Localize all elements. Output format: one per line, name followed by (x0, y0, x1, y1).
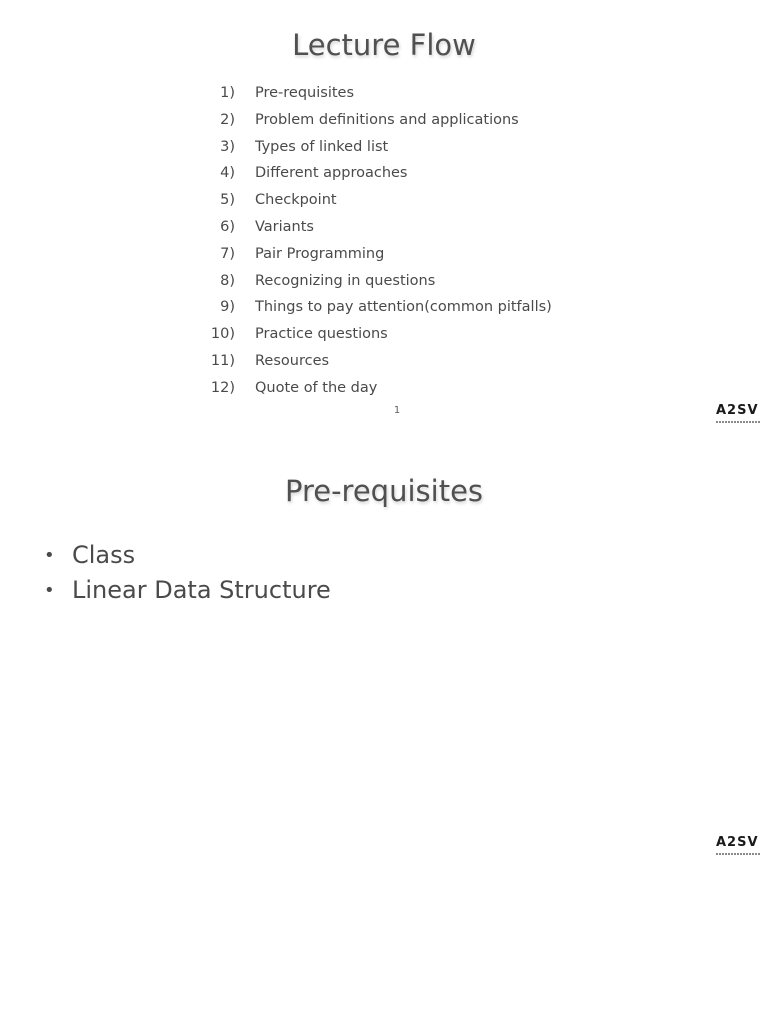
agenda-item-text: Quote of the day (255, 379, 378, 396)
agenda-item (200, 214, 552, 241)
bullet-item (40, 573, 331, 608)
agenda-list (200, 80, 552, 402)
agenda-item-number: 8) (220, 272, 235, 289)
bullet-icon: • (44, 545, 55, 566)
agenda-item (200, 160, 552, 187)
agenda-item-text: Checkpoint (255, 192, 337, 209)
agenda-item-number: 6) (220, 218, 235, 235)
agenda-item (200, 375, 552, 402)
agenda-item-text: Problem definitions and applications (255, 111, 519, 128)
a2sv-logo (716, 836, 762, 858)
agenda-item-number: 1) (220, 85, 235, 101)
agenda-item (200, 187, 552, 214)
agenda-item-text: Different approaches (255, 165, 408, 182)
logo-wordmark: A2SV (716, 835, 759, 850)
agenda-item-text: Pre-requisites (255, 85, 355, 101)
agenda-item-text: Variants (255, 218, 314, 235)
agenda-item-number: 9) (220, 299, 235, 316)
bullet-item (40, 538, 331, 573)
agenda-item-text: Types of linked list (255, 138, 389, 155)
agenda-item-number: 5) (220, 192, 235, 209)
agenda-item-number: 4) (220, 165, 235, 182)
bullet-list (40, 538, 331, 608)
agenda-item-text: Pair Programming (255, 245, 385, 262)
agenda-item-number: 2) (220, 111, 235, 128)
agenda-item (200, 107, 552, 134)
agenda-item (200, 134, 552, 161)
agenda-item (200, 348, 552, 375)
agenda-item (200, 321, 552, 348)
agenda-item-text: Practice questions (255, 326, 388, 343)
agenda-item (200, 241, 552, 268)
agenda-item (200, 80, 552, 107)
agenda-item-number: 11) (210, 352, 235, 369)
slide-prerequisites (0, 446, 768, 866)
agenda-item (200, 294, 552, 321)
slide-lecture-flow (0, 0, 768, 430)
agenda-item-text: Things to pay attention(common pitfalls) (255, 299, 552, 316)
logo-tagline-graphic (716, 853, 760, 855)
slide-title: Lecture Flow (292, 28, 476, 62)
page-number: 1 (393, 405, 401, 416)
bullet-text: Linear Data Structure (72, 576, 331, 604)
bullet-text: Class (72, 541, 136, 569)
logo-wordmark: A2SV (716, 403, 759, 418)
agenda-item-number: 3) (220, 138, 235, 155)
agenda-item-number: 12) (210, 379, 235, 396)
a2sv-logo (716, 404, 762, 426)
logo-tagline-graphic (716, 421, 760, 423)
agenda-item-number: 7) (220, 245, 235, 262)
bullet-icon: • (44, 580, 55, 601)
agenda-item-text: Recognizing in questions (255, 272, 436, 289)
agenda-item-number: 10) (210, 326, 235, 343)
agenda-item-text: Resources (255, 352, 330, 369)
slide-title: Pre-requisites (284, 474, 484, 508)
agenda-item (200, 268, 552, 295)
